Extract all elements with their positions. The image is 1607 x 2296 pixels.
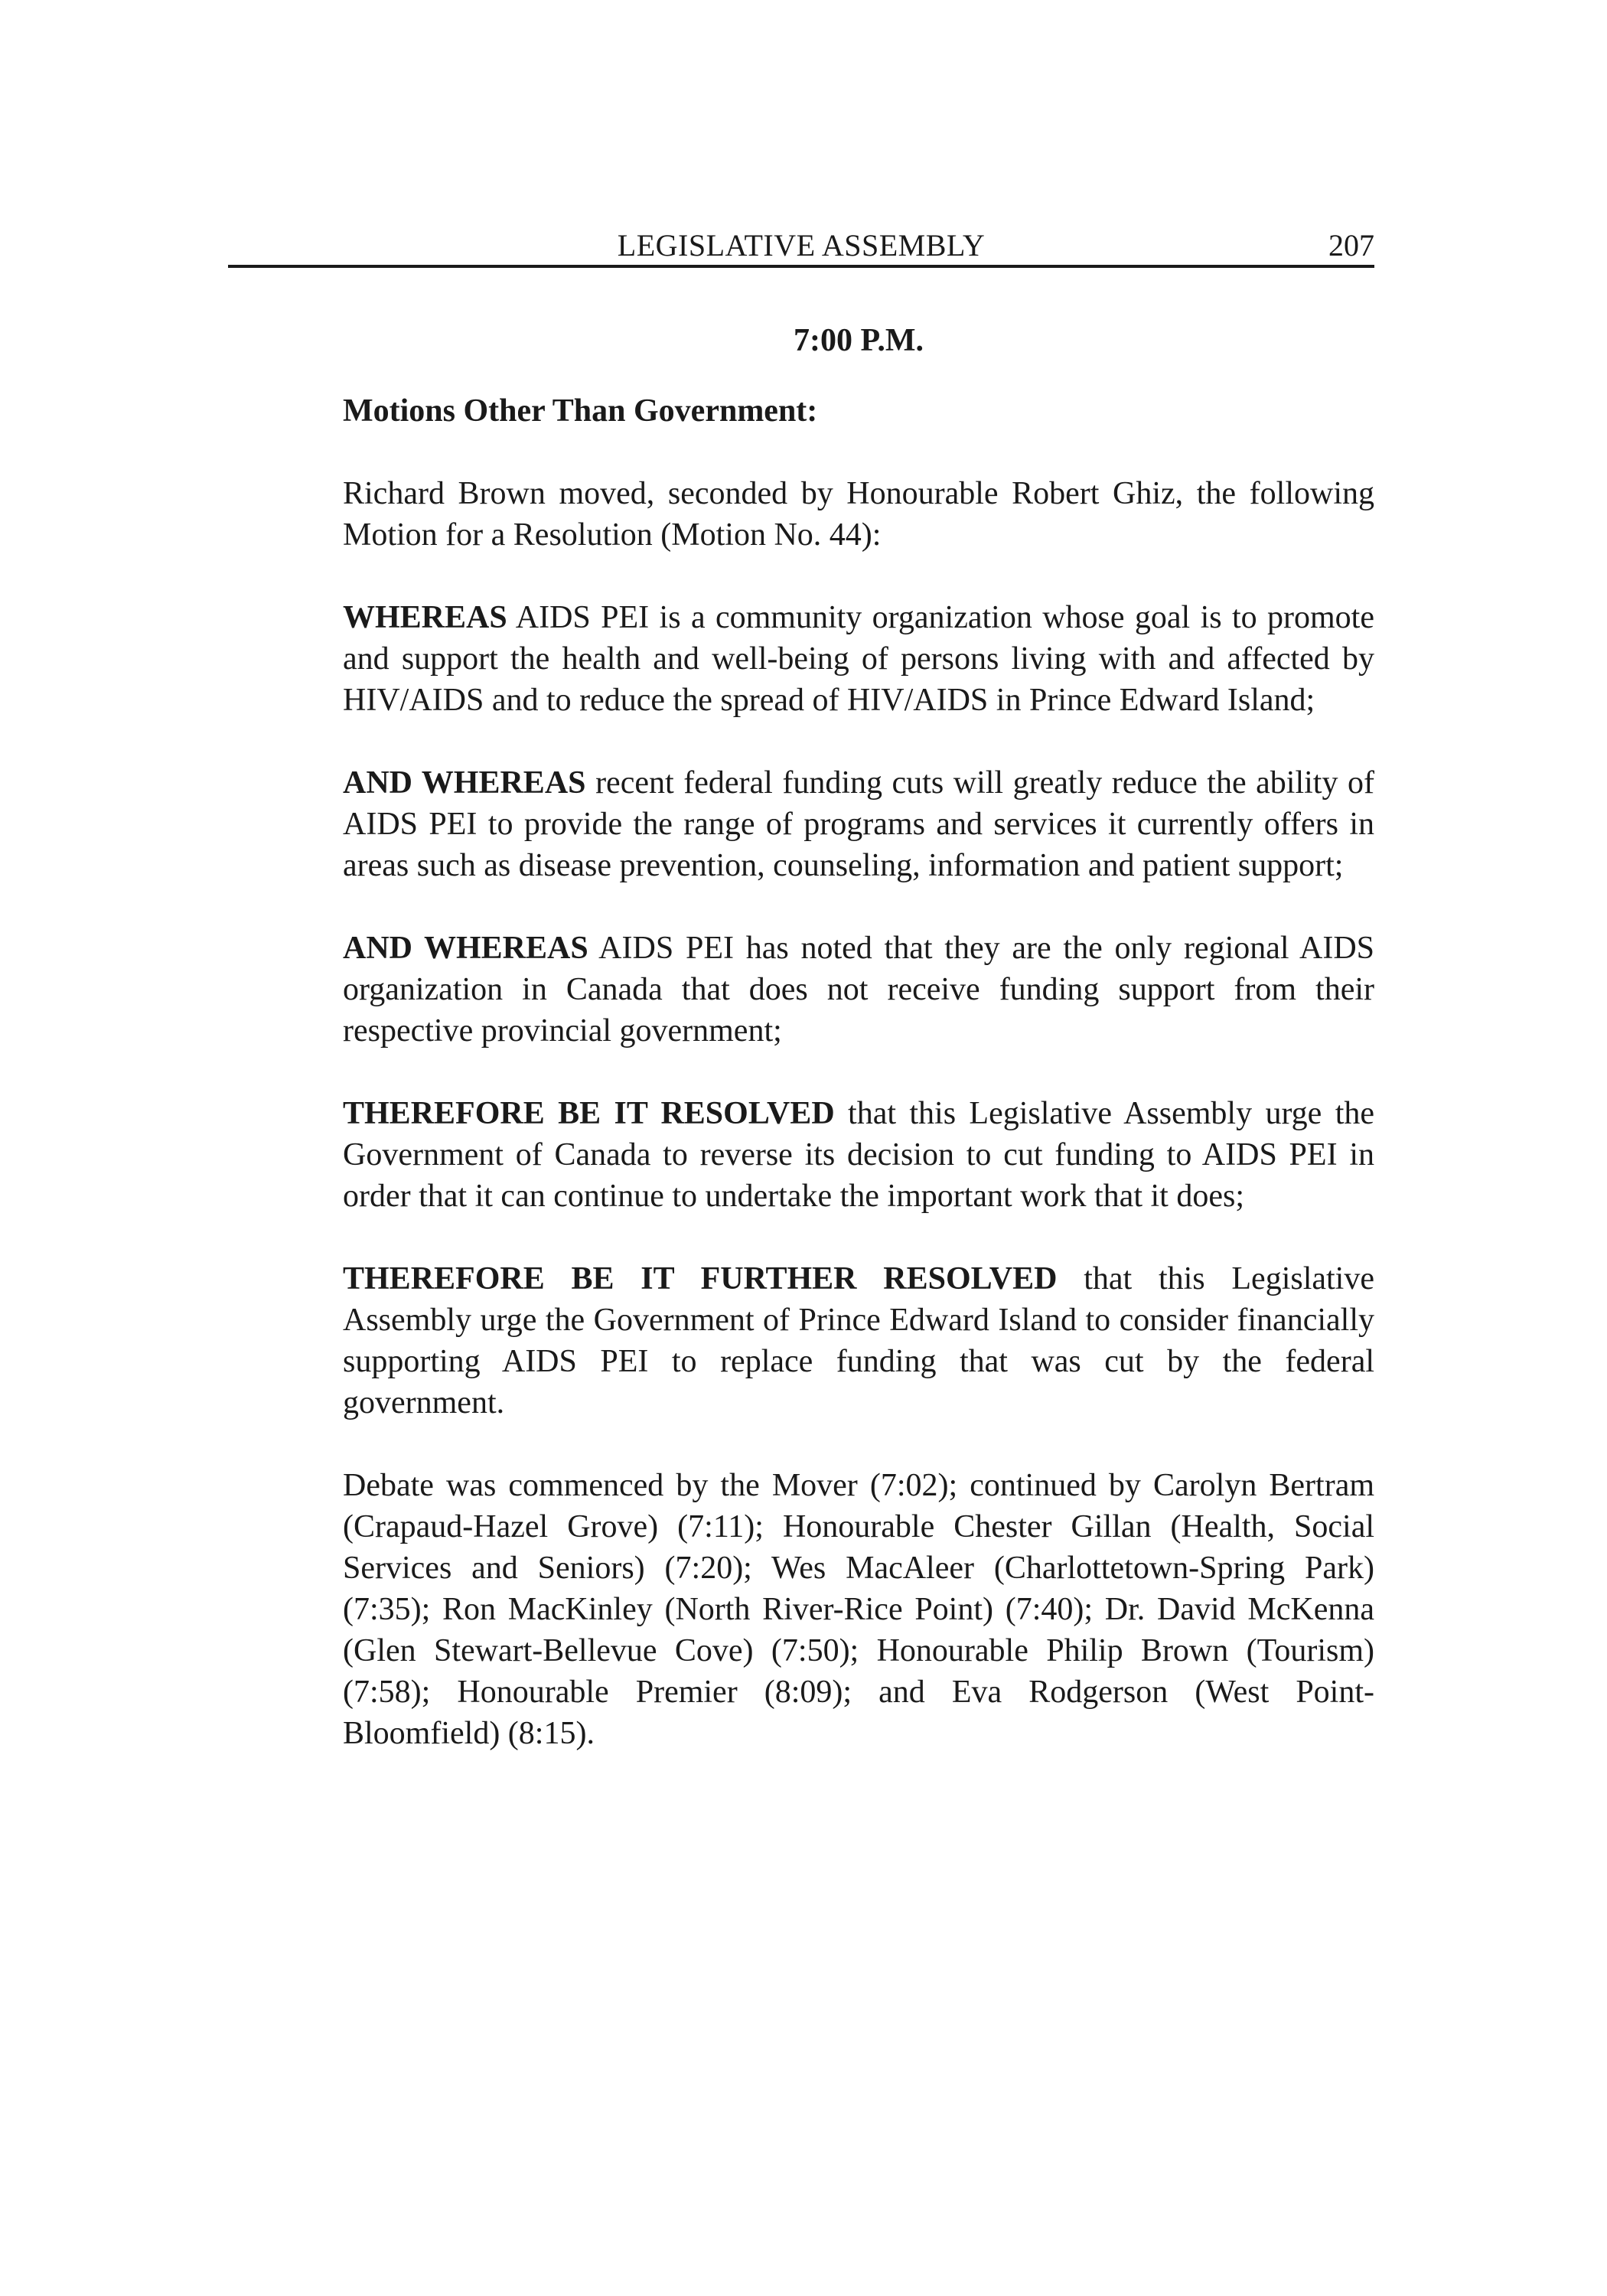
page-content bbox=[343, 314, 1374, 1754]
motion-intro-paragraph bbox=[343, 473, 1374, 556]
paragraph-text: AIDS PEI has noted that they are the only regional AIDS organization in Canada that does not receive funding support from their respective provincial government; bbox=[343, 931, 1375, 1049]
whereas-paragraph bbox=[343, 597, 1374, 721]
paragraph-lead: THEREFORE BE IT FURTHER RESOLVED bbox=[343, 1261, 1058, 1296]
page-number: 207 bbox=[1328, 228, 1374, 263]
paragraph-text: recent federal funding cuts will greatly reduce the ability of AIDS PEI to provide the range of programs and services it currently offers in areas such as disease prevention, counseling, information and patient support; bbox=[343, 765, 1374, 883]
header-rule bbox=[228, 265, 1374, 268]
running-header bbox=[228, 223, 1374, 268]
running-title: LEGISLATIVE ASSEMBLY bbox=[617, 228, 986, 263]
section-heading: Motions Other Than Government: bbox=[343, 393, 818, 429]
paragraph-text: Debate was commenced by the Mover (7:02); continued by Carolyn Bertram (Crapaud-Hazel Grove) (7:11); Honourable Chester Gillan (Health, Social Services and Seniors) (7:20); Wes MacAleer (Charlottetown-Spring Park) (7:35); Ron MacKinley (North River-Rice Point) (7:40); Dr. David McKenna (Glen Stewart-Bellevue Cove) (7:50); Honourable Philip Brown (Tourism) (7:58); Honourable Premier (8:09); and Eva Rodgerson (West Point-Bloomfield) (8:15). bbox=[343, 1468, 1374, 1751]
and-whereas-paragraph bbox=[343, 762, 1374, 886]
debate-paragraph bbox=[343, 1465, 1374, 1754]
paragraph-text: Richard Brown moved, seconded by Honourable Robert Ghiz, the following Motion for a Resolution (Motion No. 44): bbox=[343, 476, 1374, 553]
time-heading: 7:00 P.M. bbox=[794, 323, 924, 358]
paragraph-text: that this Legislative Assembly urge the Government of Canada to reverse its decision to cut funding to AIDS PEI in order that it can continue to undertake the important work that it does; bbox=[343, 1096, 1374, 1214]
paragraph-lead: THEREFORE BE IT RESOLVED bbox=[343, 1096, 835, 1131]
further-resolved-paragraph bbox=[343, 1258, 1374, 1424]
paragraph-text: AIDS PEI is a community organization whose goal is to promote and support the health and well-being of persons living with and affected by HIV/AIDS and to reduce the spread of HIV/AIDS in Prince Edward Island; bbox=[343, 600, 1374, 718]
paragraph-lead: AND WHEREAS bbox=[343, 765, 586, 801]
paragraph-lead: AND WHEREAS bbox=[343, 931, 588, 966]
resolved-paragraph bbox=[343, 1093, 1374, 1217]
paragraph-lead: WHEREAS bbox=[343, 600, 507, 635]
and-whereas-paragraph bbox=[343, 928, 1374, 1052]
paragraph-text: that this Legislative Assembly urge the Government of Prince Edward Island to consider financially supporting AIDS PEI to replace funding that was cut by the federal government. bbox=[343, 1261, 1374, 1420]
